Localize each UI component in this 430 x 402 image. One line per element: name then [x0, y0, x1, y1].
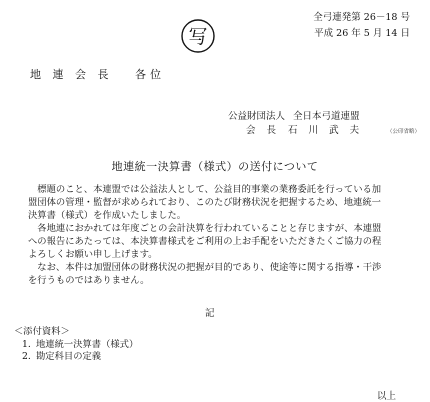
sender-role: 会 長 [246, 125, 281, 136]
document-header [313, 10, 410, 42]
body-line: 盟団体の管理・監督が求められており、このたび財務状況を把握するため、地連統一 [28, 197, 381, 208]
attachments-list [14, 326, 138, 364]
attachments-heading: ＜添付資料＞ [14, 326, 70, 337]
sender-organization: 全日本弓道連盟 [293, 111, 360, 122]
document-title: 地連統一決算書（様式）の送付について [111, 160, 319, 173]
attachment-item [22, 351, 138, 364]
body-line: 決算書（様式）を作成いたしました。 [28, 210, 187, 221]
seal-omitted-note: （公印省略） [386, 129, 420, 135]
attachment-number: 2. [22, 351, 31, 362]
addressee: 地 連 会 長 各位 [30, 68, 165, 81]
body-line: 標題のこと、本連盟では公益法人として、公益目的事業の業務委託を行っている加 [28, 184, 382, 195]
sender-name: 石 川 武 夫 [288, 125, 364, 136]
document-date: 平成 26 年 5 月 14 日 [314, 28, 410, 39]
body-line: への報告にあたっては、本決算書様式をご利用の上お手配をいただきたくご協力の程 [28, 236, 382, 247]
body-text [28, 183, 420, 287]
document-number: 全弓連発第 26－18 号 [313, 12, 410, 23]
body-line: よろしくお願い申し上げます。 [28, 249, 158, 260]
copy-stamp-icon [180, 18, 216, 54]
closing-mark: 以上 [376, 391, 396, 402]
attachment-item [22, 339, 138, 352]
body-line: なお、本件は加盟団体の財務状況の把握が目的であり、使途等に関する指導・干渉 [28, 262, 382, 273]
body-line: 各地連におかれては年度ごとの会計決算を行われていることと存じますが、本連盟 [28, 223, 382, 234]
ki-marker: 記 [205, 308, 215, 319]
attachment-label: 地連統一決算書（様式） [36, 338, 139, 350]
stamp-glyph: 写 [188, 26, 208, 48]
sender-block [228, 110, 363, 138]
sender-organization-type: 公益財団法人 [228, 111, 286, 122]
attachment-label: 勘定科目の定義 [36, 351, 102, 362]
attachment-number: 1. [22, 338, 31, 350]
body-line: を行うものではありません。 [28, 275, 150, 286]
